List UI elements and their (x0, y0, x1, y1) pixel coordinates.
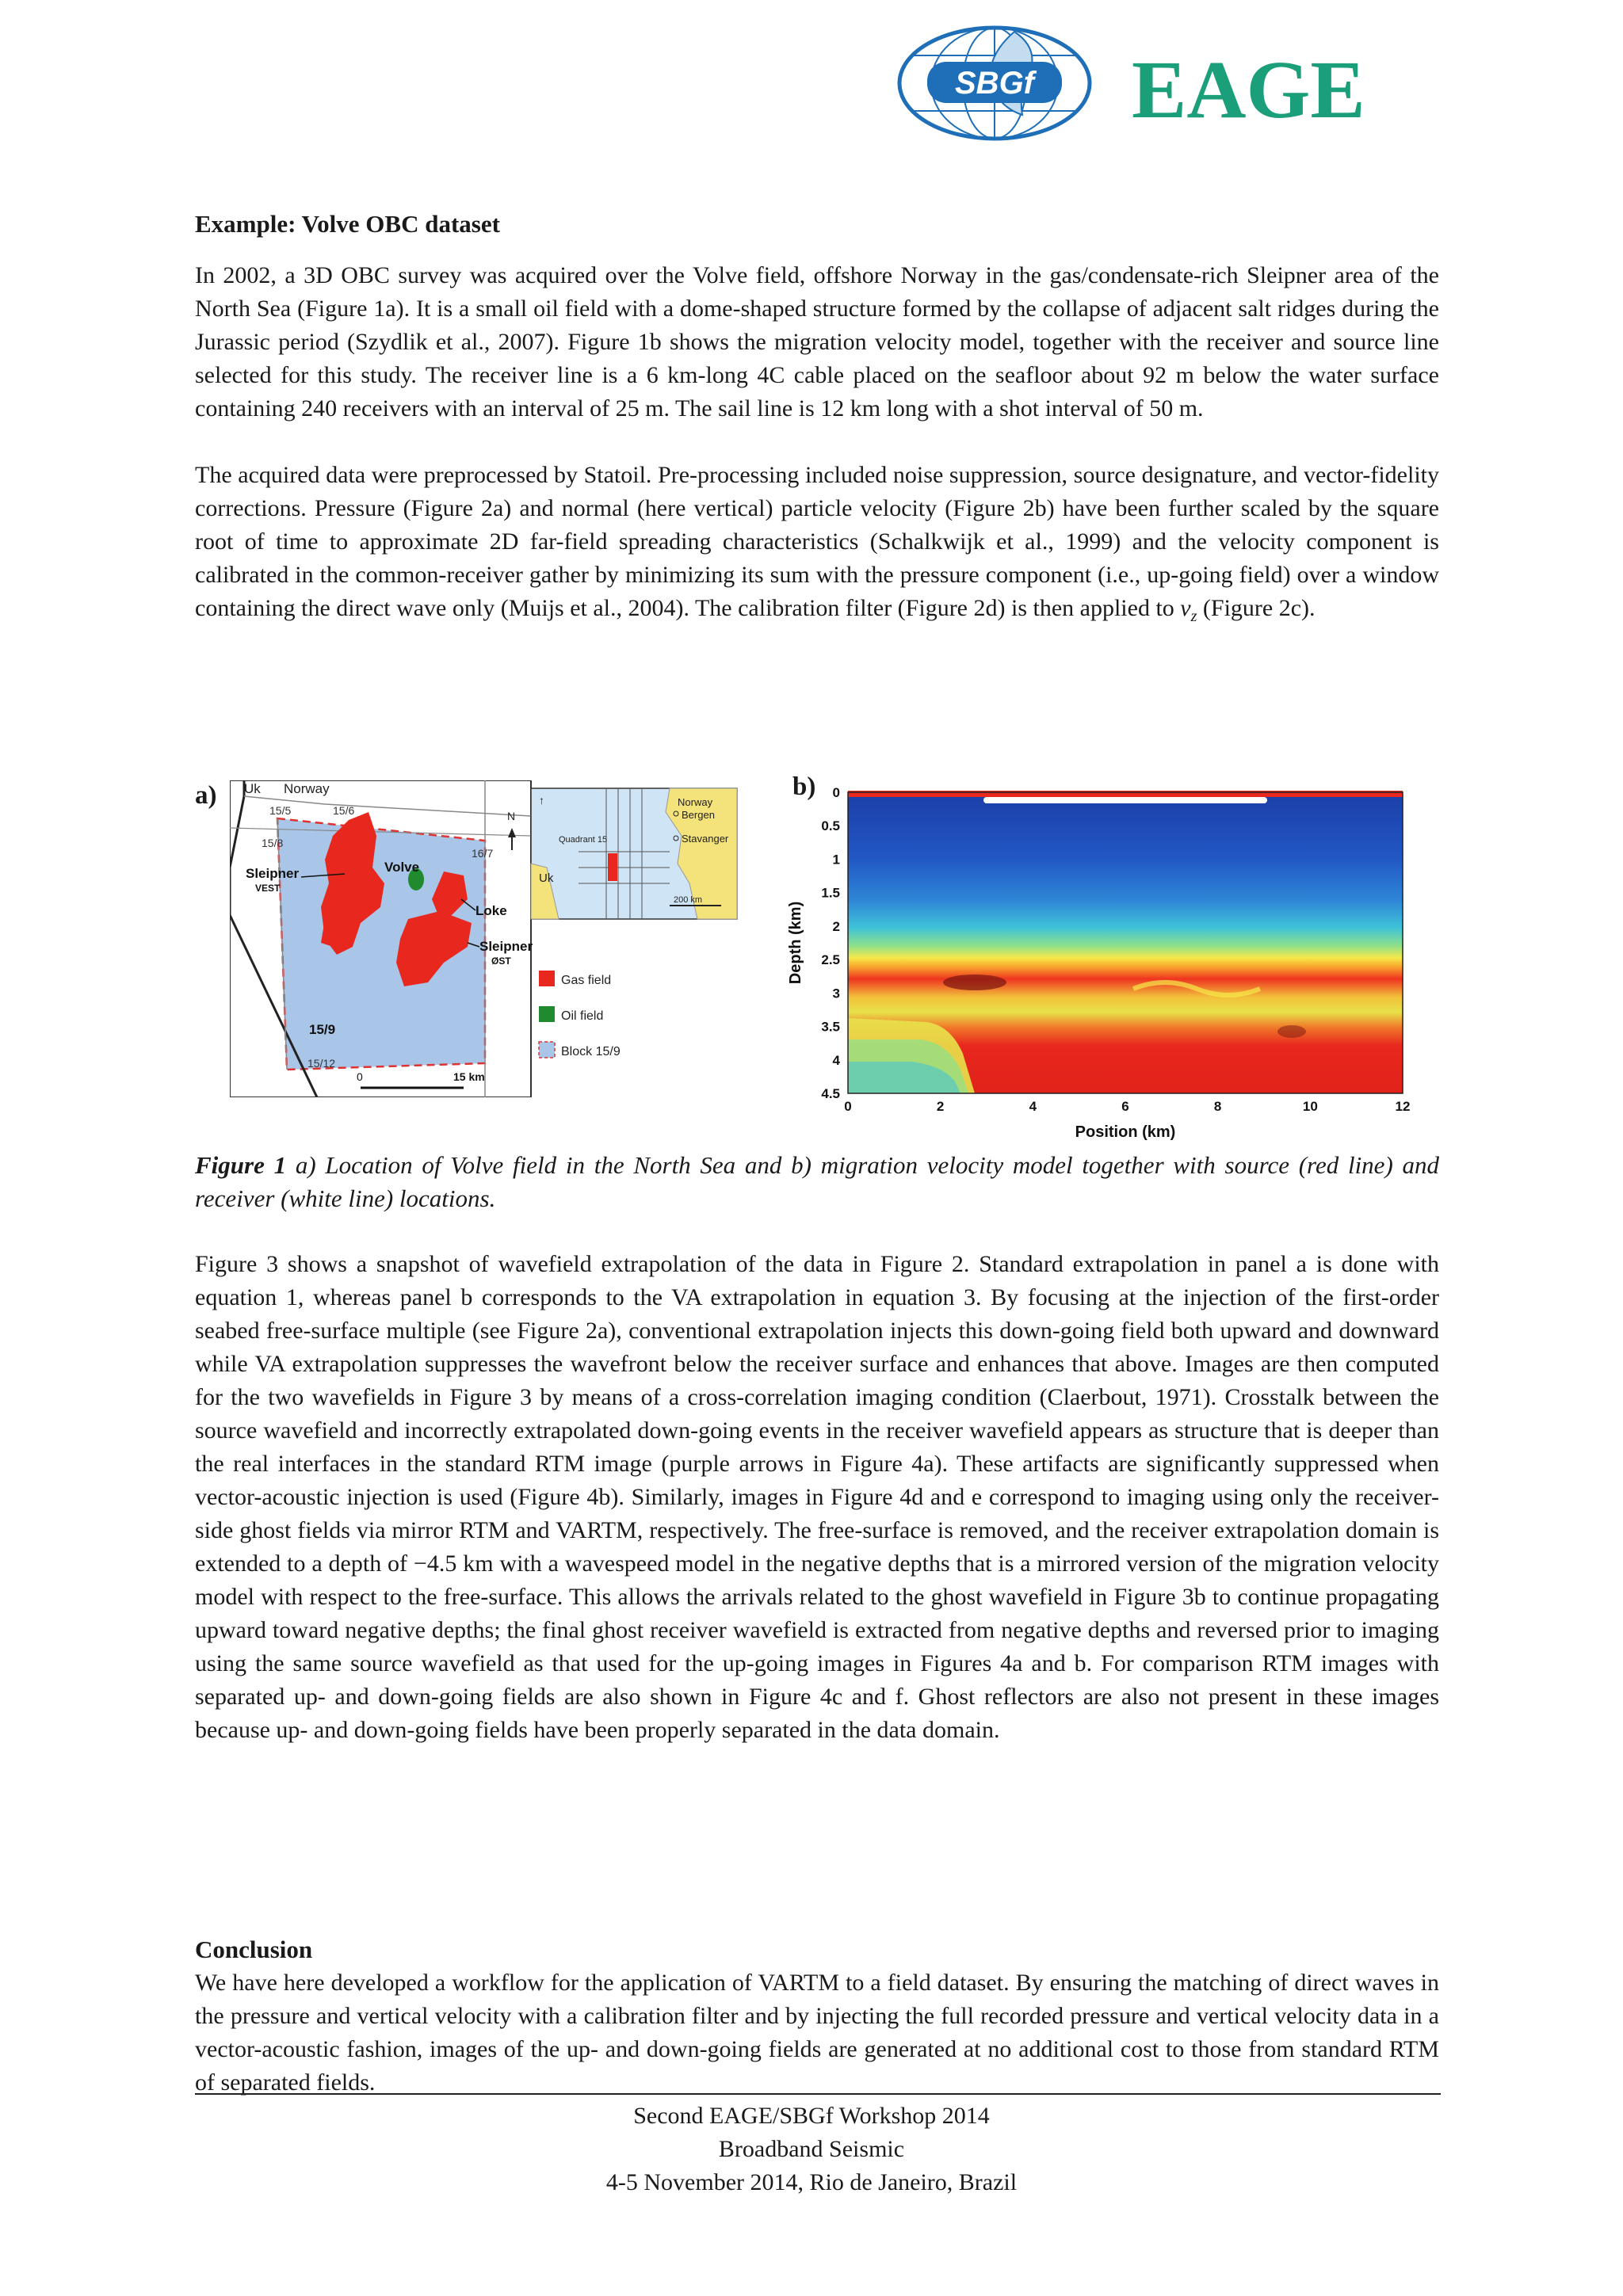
legend-gas-label: Gas field (561, 974, 612, 987)
caption-bold: Figure 1 (195, 1151, 287, 1179)
north-arrow-label: N (507, 810, 516, 822)
inset-label-uk: Uk (539, 871, 554, 885)
footer-line-2: Broadband Seismic (718, 2136, 905, 2162)
figure-caption (195, 1149, 1439, 1215)
y-tick-label: 2.5 (821, 952, 840, 968)
conclusion-paragraph: We have here developed a workflow for the application of VARTM to a field dataset. By ensuring the matching of direct waves in the pressure and vertical velocity with a calibration filter and by injecting the full recorded pressure and vertical velocity data in a vector-acoustic fashion, images of the up- and down-going fields are generated at no additional cost to those from standard RTM of separated fields. (195, 1970, 1439, 2096)
map-label-ost: ØST (491, 955, 511, 967)
section-body (195, 259, 1439, 633)
y-axis-label: Depth (km) (787, 901, 804, 985)
legend-block-label: Block 15/9 (561, 1045, 621, 1058)
x-axis-label: Position (km) (1075, 1123, 1176, 1141)
svg-text:↑: ↑ (539, 794, 544, 807)
vz-subscript: z (1190, 608, 1197, 625)
x-tick-label: 8 (1213, 1099, 1222, 1114)
x-tick-label: 4 (1029, 1099, 1037, 1114)
y-tick-label: 3.5 (821, 1019, 840, 1035)
map-label-vest: VEST (255, 883, 281, 894)
logo-graphic (896, 24, 1450, 143)
map-label-norway: Norway (284, 781, 330, 796)
map-label-16-7: 16/7 (472, 847, 494, 860)
x-tick-label: 0 (844, 1099, 852, 1114)
map-label-sleipner-vest: Sleipner (246, 866, 300, 881)
inset-label-bergen: Bergen (682, 809, 715, 821)
y-tick-label: 2 (832, 918, 840, 934)
footer-line-3: 4-5 November 2014, Rio de Janeiro, Brazil (605, 2169, 1018, 2195)
legend-oil-label: Oil field (561, 1009, 604, 1023)
y-tick-label: 0 (832, 785, 840, 800)
map-label-sleipner-ost: Sleipner (479, 939, 533, 954)
y-tick-label: 4 (832, 1052, 840, 1068)
logo-sbgf-text: SBGf (955, 66, 1034, 101)
legend-block-swatch (539, 1042, 555, 1058)
figure-label-a: a) (195, 781, 217, 810)
map-label-15-5: 15/5 (269, 804, 292, 817)
footer-rule (195, 2093, 1441, 2095)
inset-label-norway: Norway (678, 796, 713, 808)
footer (0, 2100, 1623, 2199)
footer-line-1: Second EAGE/SBGf Workshop 2014 (633, 2103, 990, 2129)
map-scale-15: 15 km (453, 1070, 485, 1083)
y-tick-label: 1.5 (821, 885, 840, 901)
paragraph-2-text: The acquired data were preprocessed by Statoil. Pre-processing included noise suppression, source designature, and vector-fidelity corrections. Pressure (Figure 2a) and normal (here vertical) particle velocity (Figure 2b) have been further scaled by the square root of time to approximate 2D far-field spreading characteristics (Schalkwijk et al., 1999) and the velocity component is calibrated in the common-receiver gather by minimizing its sum with the pressure component (i.e., up-going field) over a window containing the direct wave only (Muijs et al., 2004). The calibration filter (Figure 2d) is then applied to (195, 462, 1439, 621)
figure-1b-velocity-model (785, 784, 1442, 1149)
map-label-15-9: 15/9 (309, 1022, 336, 1037)
figure-label-b: b) (792, 772, 816, 801)
inset-label-stavanger: Stavanger (682, 833, 729, 845)
paragraph-2 (195, 459, 1439, 633)
figure-1a-map (230, 780, 753, 1097)
x-tick-label: 10 (1302, 1099, 1318, 1114)
y-tick-label: 4.5 (821, 1086, 840, 1101)
y-tick-label: 0.5 (821, 818, 840, 834)
map-label-loke: Loke (475, 903, 507, 918)
paragraph-2-end: (Figure 2c). (1197, 595, 1316, 621)
map-scale-0: 0 (357, 1070, 363, 1083)
logo-eage-text: EAGE (1132, 44, 1365, 135)
y-tick-label: 1 (832, 852, 840, 868)
legend-gas-swatch (539, 971, 555, 986)
map-label-volve: Volve (384, 860, 420, 875)
vz-symbol: v (1180, 595, 1191, 621)
paragraph-1: In 2002, a 3D OBC survey was acquired over the Volve field, offshore Norway in the gas/condensate-rich Sleipner area of the North Sea (Figure 1a). It is a small oil field with a dome-shaped structure formed by the collapse of adjacent salt ridges during the Jurassic period (Szydlik et al., 2007). Figure 1b shows the migration velocity model, together with the receiver and source line selected for this study. The receiver line is a 6 km-long 4C cable placed on the seafloor about 92 m below the water surface containing 240 receivers with an interval of 25 m. The sail line is 12 km long with a shot interval of 50 m. (195, 262, 1439, 421)
caption-text: a) Location of Volve field in the North Sea and b) migration velocity model together with source (red line) and receiver (white line) locations. (195, 1151, 1439, 1212)
header-logo (896, 24, 1450, 143)
section-heading: Example: Volve OBC dataset (195, 210, 500, 238)
map-label-15-6: 15/6 (333, 804, 355, 817)
paragraph-3: Figure 3 shows a snapshot of wavefield extrapolation of the data in Figure 2. Standard extrapolation in panel a is done with equation 1, whereas panel b corresponds to the VA extrapolation in equation 3. By focusing at the injection of the first-order seabed free-surface multiple (see Figure 2a), conventional extrapolation injects this down-going field both upward and downward while VA extrapolation suppresses the wavefront below the receiver surface and enhances that above. Images are then computed for the two wavefields in Figure 3 by means of a cross-correlation imaging condition (Claerbout, 1971). Crosstalk between the source wavefield and incorrectly extrapolated down-going events in the receiver wavefield appears as structure that is deeper than the real interfaces in the standard RTM image (purple arrows in Figure 4a). These artifacts are significantly suppressed when vector-acoustic injection is used (Figure 4b). Similarly, images in Figure 4d and e correspond to imaging using only the receiver-side ghost fields via mirror RTM and VARTM, respectively. The free-surface is removed, and the receiver extrapolation domain is extended to a depth of −4.5 km with a wavespeed model in the negative depths that is a mirrored version of the migration velocity model with respect to the free-surface. This allows the arrivals related to the ghost wavefield in Figure 3b to continue propagating upward toward negative depths; the final ghost receiver wavefield is extracted from negative depths and reversed prior to imaging using the same source wavefield as that used for the up-going images in Figures 4a and b. For comparison RTM images with separated up- and down-going fields are also shown in Figure 4c and f. Ghost reflectors are also not present in these images because up- and down-going fields have been properly separated in the data domain. (195, 1251, 1439, 1743)
legend-oil-swatch (539, 1006, 555, 1022)
x-tick-label: 2 (936, 1099, 945, 1114)
y-tick-label: 3 (832, 986, 840, 1001)
map-label-15-8: 15/8 (262, 837, 284, 849)
inset-label-quadrant: Quadrant 15 (559, 835, 608, 845)
map-label-15-12: 15/12 (307, 1057, 336, 1070)
x-tick-label: 6 (1121, 1099, 1129, 1114)
inset-map (531, 788, 737, 919)
map-label-uk: Uk (244, 781, 261, 796)
inset-label-scale: 200 km (674, 895, 703, 905)
section-2-body (195, 1248, 1439, 1747)
x-tick-label: 12 (1395, 1099, 1411, 1114)
conclusion-heading: Conclusion (195, 1936, 313, 1963)
conclusion-body (195, 1966, 1439, 2100)
